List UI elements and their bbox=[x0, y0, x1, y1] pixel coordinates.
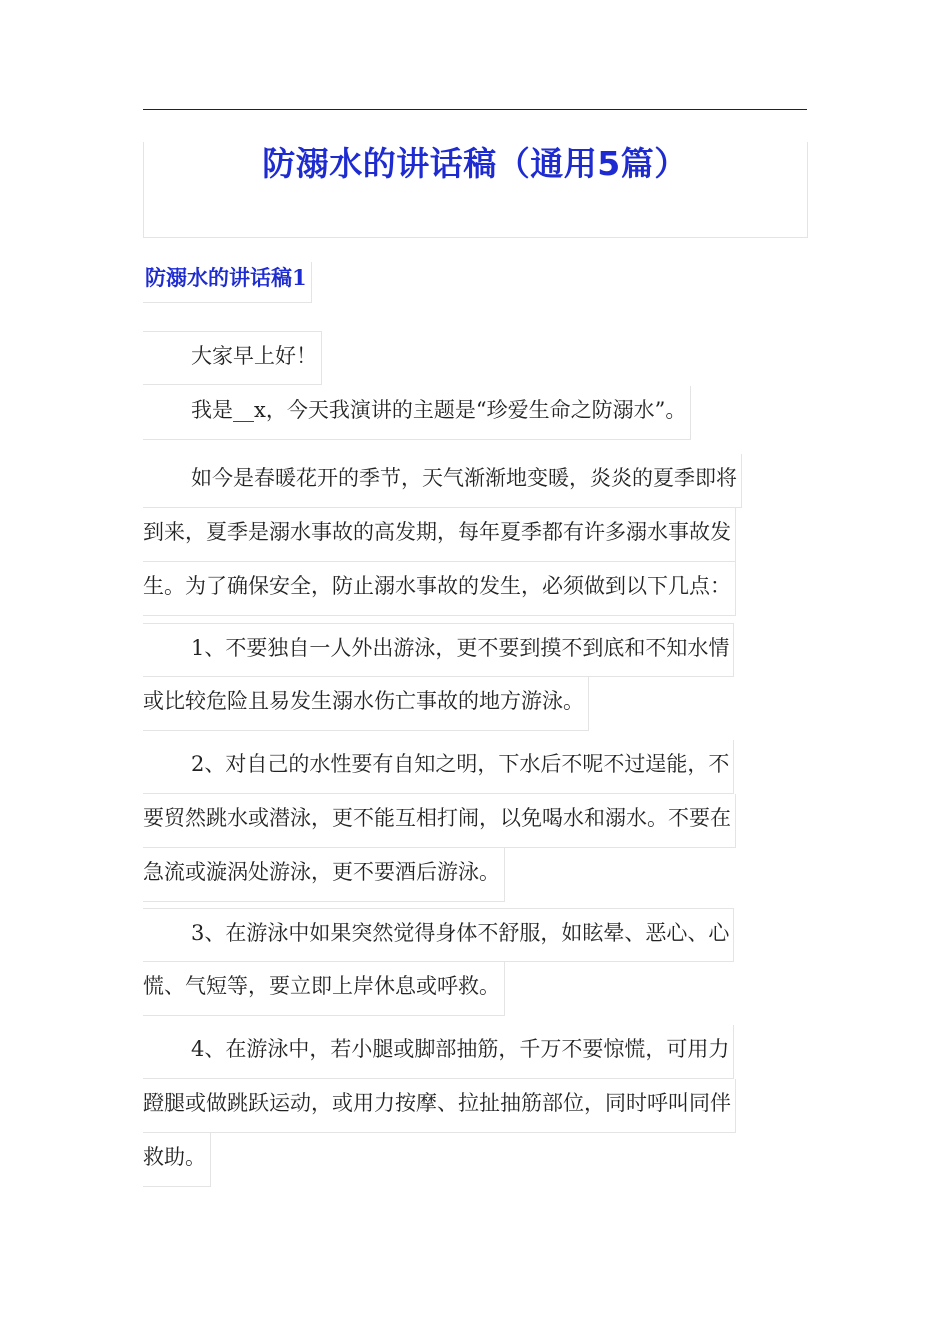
document-title: 防溺水的讲话稿（通用5篇） bbox=[262, 144, 688, 183]
paragraph-line: 急流或漩涡处游泳，更不要酒后游泳。 bbox=[143, 848, 505, 902]
paragraph-line: 要贸然跳水或潜泳，更不能互相打闹，以免喝水和溺水。不要在 bbox=[143, 794, 736, 848]
paragraph-line: 如今是春暖花开的季节，天气渐渐地变暖，炎炎的夏季即将 bbox=[143, 454, 742, 508]
paragraph-line: 生。为了确保安全，防止溺水事故的发生，必须做到以下几点： bbox=[143, 562, 736, 616]
paragraph-greeting bbox=[143, 331, 322, 385]
paragraph-rule-4 bbox=[143, 1025, 736, 1187]
paragraph-line: 蹬腿或做跳跃运动，或用力按摩、拉扯抽筋部位，同时呼叫同伴 bbox=[143, 1079, 736, 1133]
paragraph-line: 救助。 bbox=[143, 1133, 211, 1187]
paragraph-line: 4、在游泳中，若小腿或脚部抽筋，千万不要惊慌，可用力 bbox=[143, 1025, 734, 1079]
paragraph-season bbox=[143, 454, 742, 616]
paragraph-rule-1 bbox=[143, 623, 734, 731]
paragraph-line: 3、在游泳中如果突然觉得身体不舒服，如眩晕、恶心、心 bbox=[143, 908, 734, 962]
paragraph-line: 1、不要独自一人外出游泳，更不要到摸不到底和不知水情 bbox=[143, 623, 734, 677]
paragraph-line: 2、对自己的水性要有自知之明，下水后不呢不过逞能，不 bbox=[143, 740, 734, 794]
paragraph-rule-2 bbox=[143, 740, 736, 902]
paragraph-line: 大家早上好！ bbox=[143, 331, 322, 385]
paragraph-line: 慌、气短等，要立即上岸休息或呼救。 bbox=[143, 962, 505, 1016]
header-rule bbox=[143, 109, 807, 110]
paragraph-line: 我是__x，今天我演讲的主题是“珍爱生命之防溺水”。 bbox=[143, 386, 691, 440]
paragraph-rule-3 bbox=[143, 908, 734, 1016]
section-heading: 防溺水的讲话稿1 bbox=[143, 262, 312, 303]
paragraph-intro bbox=[143, 386, 691, 440]
paragraph-line: 到来，夏季是溺水事故的高发期，每年夏季都有许多溺水事故发 bbox=[143, 508, 736, 562]
paragraph-line: 或比较危险且易发生溺水伤亡事故的地方游泳。 bbox=[143, 677, 589, 731]
